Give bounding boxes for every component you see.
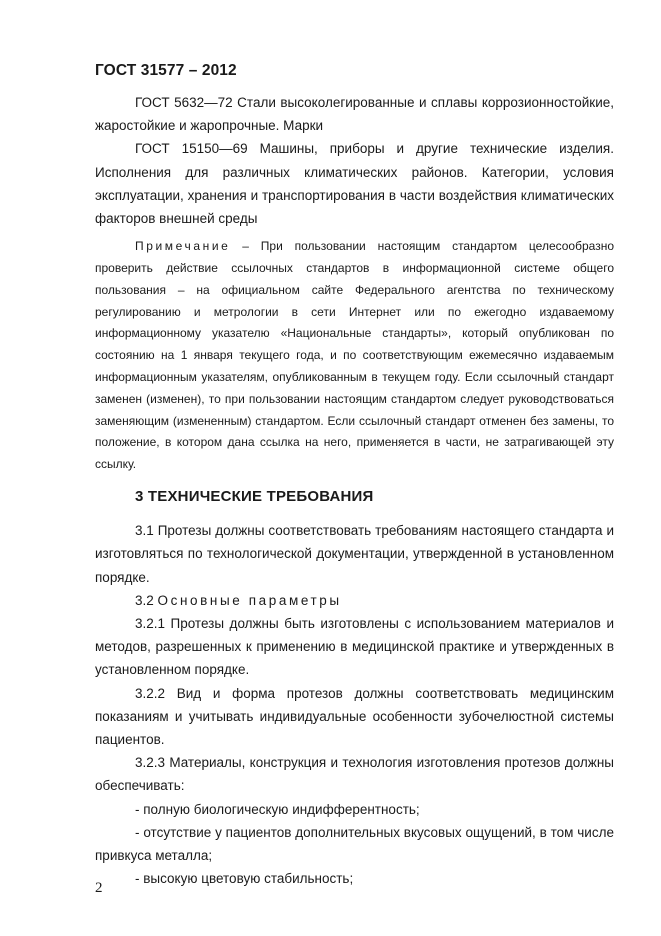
page-number: 2 [95, 880, 103, 896]
note-paragraph [95, 236, 614, 476]
clause-3-2-2: 3.2.2 Вид и форма протезов должны соответствовать медицинским показаниям и учитывать индивидуальные особенности зубочелюстной системы пациентов. [95, 685, 614, 748]
list-item: - полную биологическую индифферентность; [135, 801, 420, 817]
clause-3-2 [95, 589, 614, 612]
clause-3-2-1: 3.2.1 Протезы должны быть изготовлены с использованием материалов и методов, разрешенных к применению в медицинской практике и утвержденных в установленном порядке. [95, 616, 614, 678]
list-item: - отсутствие у пациентов дополнительных вкусовых ощущений, в том числе привкуса металла; [95, 824, 614, 864]
section-title: 3 ТЕХНИЧЕСКИЕ ТРЕБОВАНИЯ [135, 487, 374, 505]
clause-3-1: 3.1 Протезы должны соответствовать требованиям настоящего стандарта и изготовляться по технологической документации, утвержденной в установленном порядке. [95, 523, 614, 585]
page-body [95, 91, 614, 890]
clause-3-2-3: 3.2.3 Материалы, конструкция и технология изготовления протезов должны обеспечивать: [95, 755, 614, 794]
clause-3-2-number: 3.2 [135, 592, 158, 608]
reference-gost-15150: ГОСТ 15150—69 Машины, приборы и другие технические изделия. Исполнения для различных климатических районов. Категории, условия эксплуатации, хранения и транспортирования в части воздействия климатических факторов внешней среды [95, 141, 614, 227]
clause-3-2-title: Основные параметры [157, 592, 342, 608]
reference-gost-5632: ГОСТ 5632—72 Стали высоколегированные и сплавы коррозионностойкие, жаростойкие и жаропрочные. Марки [95, 95, 614, 134]
list-item: - высокую цветовую стабильность; [135, 871, 354, 887]
note-label: Примечание [135, 239, 231, 254]
note-text: – При пользовании настоящим стандартом целесообразно проверить действие ссылочных стандартов в информационной системе общего пользования – на официальном сайте Федерального агентства по техническому регулированию и метрологии в сети Интернет или по ежегодно издаваемому информационному указателю «Национальные стандарты», который опубликован по состоянию на 1 января текущего года, и по соответствующим ежемесячно издаваемым информационным указателям, опубликованным в текущем году. Если ссылочный стандарт заменен (изменен), то при пользовании настоящим стандартом следует руководствоваться заменяющим (измененным) стандартом. Если ссылочный стандарт отменен без замены, то положение, в котором дана ссылка на него, применяется в части, не затрагивающей эту ссылку. [95, 239, 614, 472]
page-header-title: ГОСТ 31577 – 2012 [95, 62, 237, 79]
